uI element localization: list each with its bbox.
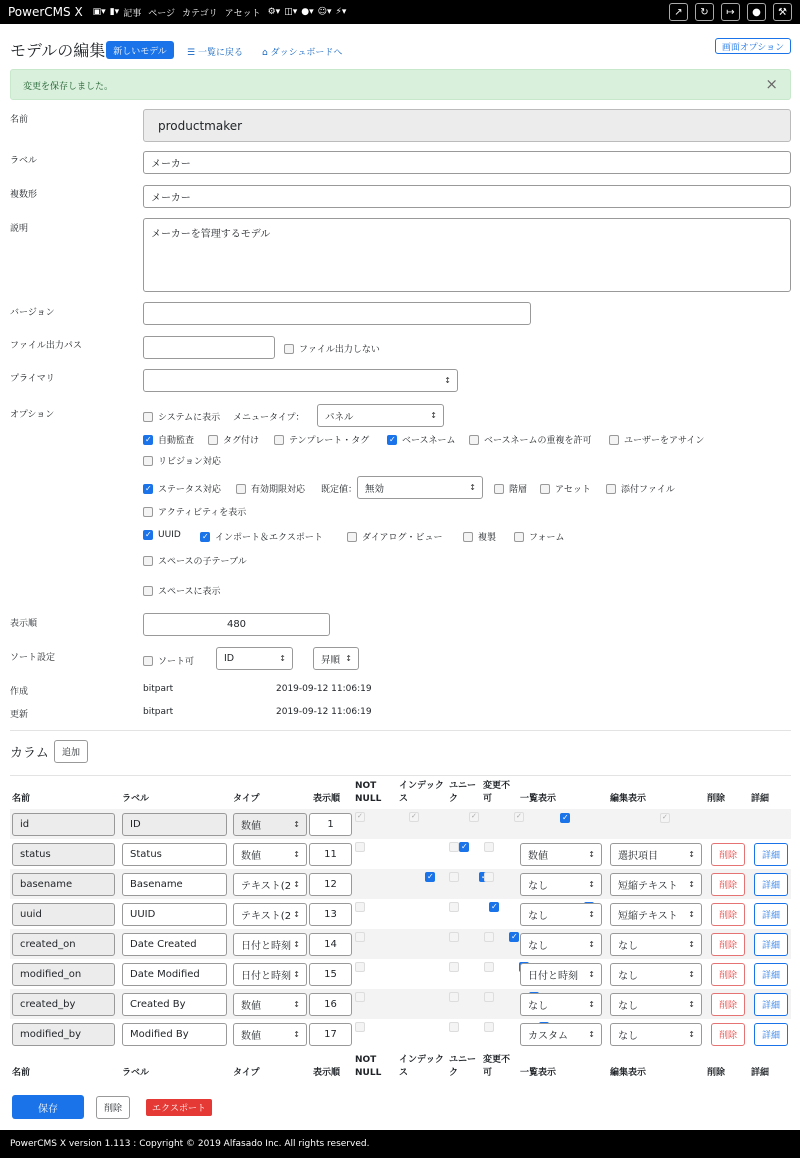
column-notnull-checkbox[interactable] (355, 962, 365, 972)
column-edit-display-select[interactable]: なし ↕ (610, 933, 702, 956)
column-delete-button[interactable]: 削除 (711, 993, 745, 1016)
column-index-checkbox[interactable] (489, 902, 499, 912)
file-path-label: ファイル出力パス (10, 341, 82, 351)
column-order-field[interactable]: 1 (309, 813, 352, 836)
dashboard-link[interactable] (262, 45, 342, 58)
column-header-delete: 削除 (707, 1068, 726, 1078)
label-field[interactable]: メーカー (143, 151, 791, 174)
hierarchy-checkbox[interactable] (494, 484, 504, 494)
name-field[interactable]: productmaker (143, 109, 791, 142)
space-option[interactable] (143, 584, 221, 597)
columns-heading: カラム (10, 746, 49, 761)
created-label: 作成 (10, 687, 29, 697)
no-output-text: ファイル出力しない (299, 345, 380, 355)
description-field[interactable]: メーカーを管理するモデル (143, 218, 791, 292)
column-notnull-checkbox[interactable] (425, 872, 435, 882)
version-field[interactable] (143, 302, 531, 325)
status-checkbox[interactable] (143, 484, 153, 494)
created-by-value: bitpart (143, 684, 174, 694)
column-header-unique: ユニーク (449, 1055, 477, 1078)
column-header-order: 表示順 (313, 1068, 341, 1078)
nav-menu-asset[interactable]: アセット (224, 8, 261, 19)
column-list-display-select[interactable]: カスタム ↕ (520, 1023, 602, 1046)
asset-text: アセット (555, 485, 591, 495)
users-icon[interactable]: ☺▾ (317, 7, 332, 17)
column-detail-button[interactable]: 詳細 (754, 1023, 788, 1046)
column-list-display-select[interactable]: 日付と時刻 ↕ (520, 963, 602, 986)
sortable-text: ソート可 (158, 657, 195, 667)
back-to-list-link[interactable] (187, 45, 243, 58)
column-list-display-select[interactable]: なし ↕ (520, 933, 602, 956)
plugin-icon[interactable]: ⚡▾ (335, 7, 347, 17)
column-delete-button[interactable]: 削除 (711, 843, 745, 866)
column-delete-button[interactable]: 削除 (711, 933, 745, 956)
modified-label: 更新 (10, 710, 29, 720)
child-table-option[interactable] (143, 554, 247, 567)
column-unique-checkbox[interactable] (449, 842, 459, 852)
sortable-checkbox[interactable] (143, 656, 153, 666)
column-type-select[interactable]: テキスト(2 ↕ (233, 873, 307, 896)
menu-type-select[interactable]: パネル ↕ (317, 404, 444, 427)
top-navbar (0, 0, 800, 24)
column-header-list: 一覧表示 (520, 794, 557, 804)
expire-text: 有効期限対応 (251, 485, 306, 495)
column-name-field[interactable]: basename (12, 873, 115, 896)
column-header-detail: 詳細 (751, 1068, 770, 1078)
column-label-field[interactable]: Date Modified (122, 963, 227, 986)
plural-label: 複数形 (10, 190, 38, 200)
user-icon[interactable]: ● (747, 3, 766, 21)
primary-select[interactable] (143, 369, 458, 392)
no-file-output-option[interactable] (284, 342, 380, 355)
column-header-list: 一覧表示 (520, 1068, 557, 1078)
list-icon: ☰ (187, 48, 198, 58)
column-order-field[interactable]: 16 (309, 993, 352, 1016)
attachment-checkbox[interactable] (606, 484, 616, 494)
alert-message: 変更を保存しました。 (23, 82, 114, 92)
delete-button[interactable]: 削除 (96, 1096, 130, 1119)
column-notnull-checkbox[interactable] (355, 1022, 365, 1032)
order-label: 表示順 (10, 619, 38, 629)
basename-dup-option[interactable] (469, 433, 592, 446)
uuid-checkbox[interactable] (143, 530, 153, 540)
assign-checkbox[interactable] (609, 435, 619, 445)
system-option[interactable] (143, 410, 220, 423)
column-list-checkbox[interactable] (560, 813, 570, 823)
primary-label: プライマリ (10, 374, 55, 384)
column-header-notnull: NOT NULL (355, 1055, 382, 1078)
basename-text: ベースネーム (402, 436, 456, 446)
column-unique-checkbox[interactable] (449, 992, 459, 1002)
created-on-value: 2019-09-12 11:06:19 (276, 684, 372, 694)
import-export-text: インポート＆エクスポート (215, 533, 323, 543)
column-detail-button[interactable]: 詳細 (754, 963, 788, 986)
dialog-view-text: ダイアログ・ビュー (362, 533, 443, 543)
basename-option[interactable] (387, 433, 456, 446)
column-unique-checkbox[interactable] (449, 1022, 459, 1032)
activity-checkbox[interactable] (143, 507, 153, 517)
column-name-field[interactable]: created_on (12, 933, 115, 956)
column-list-display-select[interactable]: 数値 ↕ (520, 843, 602, 866)
column-list-display-select[interactable]: なし ↕ (520, 993, 602, 1016)
attachment-option[interactable] (606, 482, 675, 495)
column-readonly-checkbox[interactable] (484, 932, 494, 942)
attachment-text: 添付ファイル (621, 485, 675, 495)
column-name-field[interactable]: modified_by (12, 1023, 115, 1046)
sortable-option[interactable] (143, 654, 194, 667)
export-button[interactable]: エクスポート (146, 1099, 212, 1116)
template-tag-option[interactable] (274, 433, 369, 446)
column-notnull-checkbox[interactable] (355, 812, 365, 822)
column-edit-checkbox[interactable] (660, 813, 670, 823)
status-text: ステータス対応 (158, 485, 221, 495)
file-path-field[interactable] (143, 336, 275, 359)
column-readonly-checkbox[interactable] (484, 992, 494, 1002)
column-header-detail: 詳細 (751, 794, 770, 804)
dashboard-link-label: ダッシュボードへ (270, 48, 343, 58)
add-column-button[interactable]: 追加 (54, 740, 88, 763)
duplicate-checkbox[interactable] (463, 532, 473, 542)
brand-logo[interactable]: PowerCMS X (8, 5, 83, 19)
column-header-type: タイプ (233, 794, 260, 804)
asset-checkbox[interactable] (540, 484, 550, 494)
column-unique-checkbox[interactable] (449, 962, 459, 972)
wrench-icon[interactable]: ⚒ (773, 3, 792, 21)
column-name-field[interactable]: id (12, 813, 115, 836)
activity-option[interactable] (143, 505, 246, 518)
import-export-checkbox[interactable] (200, 532, 210, 542)
column-type-select[interactable]: 数値 ↕ (233, 1023, 307, 1046)
column-readonly-checkbox[interactable] (484, 1022, 494, 1032)
gear-icon[interactable]: ⚙▾ (267, 7, 281, 17)
default-status-select[interactable]: 無効 ↕ (357, 476, 483, 499)
expire-checkbox[interactable] (236, 484, 246, 494)
column-label-field[interactable]: Modified By (122, 1023, 227, 1046)
column-name-field[interactable]: created_by (12, 993, 115, 1016)
column-detail-button[interactable]: 詳細 (754, 843, 788, 866)
column-order-field[interactable]: 14 (309, 933, 352, 956)
column-delete-button[interactable]: 削除 (711, 1023, 745, 1046)
column-unique-checkbox[interactable] (469, 812, 479, 822)
column-label-field[interactable]: Date Created (122, 933, 227, 956)
activity-text: アクティビティを表示 (158, 508, 247, 518)
template-tag-checkbox[interactable] (274, 435, 284, 445)
menu-type-label: メニュータイプ： (233, 413, 305, 423)
column-detail-button[interactable]: 詳細 (754, 873, 788, 896)
label-label: ラベル (10, 156, 38, 166)
column-unique-checkbox[interactable] (449, 902, 459, 912)
column-header-type: タイプ (233, 1068, 260, 1078)
column-detail-button[interactable]: 詳細 (754, 903, 788, 926)
divider (10, 730, 791, 731)
form-text: フォーム (529, 533, 565, 543)
column-type-select[interactable]: 日付と時刻 ↕ (233, 933, 307, 956)
nav-menu-entry[interactable]: 記事 (123, 8, 142, 19)
column-header-unique: ユニーク (449, 781, 477, 804)
column-edit-display-select[interactable]: なし ↕ (610, 963, 702, 986)
column-detail-button[interactable]: 詳細 (754, 933, 788, 956)
uuid-text: UUID (158, 530, 181, 540)
column-header-name: 名前 (12, 1068, 31, 1078)
column-type-select[interactable]: 数値 ↕ (233, 843, 307, 866)
logout-icon[interactable]: ↦ (721, 3, 740, 21)
column-notnull-checkbox[interactable] (355, 842, 365, 852)
column-notnull-checkbox[interactable] (355, 992, 365, 1002)
success-alert (10, 69, 791, 100)
column-type-select[interactable]: 数値 ↕ (233, 813, 307, 836)
default-label: 既定値： (321, 485, 358, 495)
column-header-edit: 編集表示 (610, 794, 647, 804)
column-header-readonly: 変更不可 (483, 1055, 511, 1078)
modified-by-value: bitpart (143, 707, 174, 717)
hierarchy-text: 階層 (509, 485, 528, 495)
column-header-readonly: 変更不可 (483, 781, 511, 804)
column-label-field[interactable]: ID (122, 813, 227, 836)
column-order-field[interactable]: 12 (309, 873, 352, 896)
column-index-checkbox[interactable] (509, 932, 519, 942)
column-readonly-checkbox[interactable] (514, 812, 524, 822)
column-readonly-checkbox[interactable] (484, 962, 494, 972)
revision-checkbox[interactable] (143, 456, 153, 466)
column-notnull-checkbox[interactable] (355, 932, 365, 942)
column-order-field[interactable]: 17 (309, 1023, 352, 1046)
column-edit-display-select[interactable]: 短縮テキスト ↕ (610, 873, 702, 896)
column-delete-button[interactable]: 削除 (711, 873, 745, 896)
order-field[interactable]: 480 (143, 613, 330, 636)
column-readonly-checkbox[interactable] (484, 872, 494, 882)
column-edit-display-select[interactable]: なし ↕ (610, 993, 702, 1016)
bookmark-icon[interactable]: ▮▾ (109, 7, 120, 17)
external-icon[interactable]: ↗ (669, 3, 688, 21)
system-text: システムに表示 (158, 413, 221, 423)
form-checkbox[interactable] (514, 532, 524, 542)
version-label: バージョン (10, 308, 55, 318)
database-icon[interactable]: ◫▾ (284, 7, 298, 17)
basename-dup-checkbox[interactable] (469, 435, 479, 445)
space-checkbox[interactable] (143, 586, 153, 596)
audit-option[interactable] (143, 433, 194, 446)
sort-field-select[interactable]: ID ↕ (216, 647, 293, 670)
tagging-checkbox[interactable] (208, 435, 218, 445)
column-label-field[interactable]: UUID (122, 903, 227, 926)
save-button[interactable]: 保存 (12, 1095, 84, 1119)
column-edit-display-select[interactable]: なし ↕ (610, 1023, 702, 1046)
column-label-field[interactable]: Basename (122, 873, 227, 896)
column-readonly-checkbox[interactable] (484, 842, 494, 852)
close-icon[interactable]: × (765, 75, 778, 93)
child-table-text: スペースの子テーブル (158, 557, 247, 567)
revision-text: リビジョン対応 (158, 457, 221, 467)
cube-icon[interactable]: ▣▾ (92, 7, 106, 17)
form-option[interactable] (514, 530, 565, 543)
dialog-view-option[interactable] (347, 530, 443, 543)
space-text: スペースに表示 (158, 587, 221, 597)
name-label: 名前 (10, 115, 29, 125)
column-edit-display-select[interactable]: 選択項目 ↕ (610, 843, 702, 866)
tagging-option[interactable] (208, 433, 259, 446)
duplicate-option[interactable] (463, 530, 496, 543)
system-checkbox[interactable] (143, 412, 153, 422)
hierarchy-option[interactable] (494, 482, 527, 495)
comments-icon[interactable]: ●▾ (301, 7, 314, 17)
template-tag-text: テンプレート・タグ (289, 436, 370, 446)
new-model-button[interactable]: 新しいモデル (106, 41, 174, 59)
modified-on-value: 2019-09-12 11:06:19 (276, 707, 372, 717)
description-label: 説明 (10, 224, 29, 234)
column-type-select[interactable]: 数値 ↕ (233, 993, 307, 1016)
column-header-order: 表示順 (313, 794, 341, 804)
column-delete-button[interactable]: 削除 (711, 903, 745, 926)
page-title: モデルの編集 (10, 41, 106, 60)
uuid-option[interactable] (143, 530, 181, 540)
column-unique-checkbox[interactable] (449, 872, 459, 882)
column-notnull-checkbox[interactable] (355, 902, 365, 912)
plural-field[interactable]: メーカー (143, 185, 791, 208)
basename-dup-text: ベースネームの重複を許可 (484, 436, 592, 446)
home-icon: ⌂ (262, 48, 271, 58)
column-header-index: インデックス (399, 781, 444, 804)
column-name-field[interactable]: status (12, 843, 115, 866)
expire-option[interactable] (236, 482, 305, 495)
column-header-label: ラベル (122, 1068, 150, 1078)
screen-options-button[interactable]: 画面オプション (715, 38, 791, 54)
asset-option[interactable] (540, 482, 591, 495)
column-list-display-select[interactable]: なし ↕ (520, 903, 602, 926)
column-type-select[interactable]: 日付と時刻 ↕ (233, 963, 307, 986)
status-option[interactable] (143, 482, 221, 495)
table-top-border (10, 775, 791, 776)
duplicate-text: 複製 (478, 533, 497, 543)
column-delete-button[interactable]: 削除 (711, 963, 745, 986)
child-table-checkbox[interactable] (143, 556, 153, 566)
assign-option[interactable] (609, 433, 704, 446)
revision-option[interactable] (143, 454, 221, 467)
column-order-field[interactable]: 11 (309, 843, 352, 866)
column-header-label: ラベル (122, 794, 150, 804)
column-order-field[interactable]: 13 (309, 903, 352, 926)
sort-direction-select[interactable]: 昇順 ↕ (313, 647, 359, 670)
back-link-label: 一覧に戻る (197, 48, 243, 58)
column-header-edit: 編集表示 (610, 1068, 647, 1078)
column-type-select[interactable]: テキスト(2 ↕ (233, 903, 307, 926)
column-order-field[interactable]: 15 (309, 963, 352, 986)
nav-menu-page[interactable]: ページ (148, 8, 176, 19)
column-detail-button[interactable]: 詳細 (754, 993, 788, 1016)
column-name-field[interactable]: modified_on (12, 963, 115, 986)
footer: PowerCMS X version 1.113 : Copyright © 2019 Alfasado Inc. All rights reserved. (0, 1130, 800, 1158)
assign-text: ユーザーをアサイン (624, 436, 705, 446)
dialog-view-checkbox[interactable] (347, 532, 357, 542)
column-name-field[interactable]: uuid (12, 903, 115, 926)
import-export-option[interactable] (200, 530, 323, 543)
tagging-text: タグ付け (223, 436, 260, 446)
column-header-delete: 削除 (707, 794, 726, 804)
sort-label: ソート設定 (10, 653, 56, 663)
column-edit-display-select[interactable]: 短縮テキスト ↕ (610, 903, 702, 926)
options-label: オプション (10, 410, 55, 420)
column-unique-checkbox[interactable] (449, 932, 459, 942)
column-header-name: 名前 (12, 794, 31, 804)
column-index-checkbox[interactable] (459, 842, 469, 852)
column-label-field[interactable]: Status (122, 843, 227, 866)
column-header-index: インデックス (399, 1055, 444, 1078)
audit-text: 自動監査 (158, 436, 195, 446)
refresh-icon[interactable]: ↻ (695, 3, 714, 21)
column-list-display-select[interactable]: なし ↕ (520, 873, 602, 896)
no-output-checkbox[interactable] (284, 344, 294, 354)
basename-checkbox[interactable] (387, 435, 397, 445)
column-header-notnull: NOT NULL (355, 781, 382, 804)
nav-menu-category[interactable]: カテゴリ (182, 8, 218, 19)
column-label-field[interactable]: Created By (122, 993, 227, 1016)
column-index-checkbox[interactable] (409, 812, 419, 822)
audit-checkbox[interactable] (143, 435, 153, 445)
